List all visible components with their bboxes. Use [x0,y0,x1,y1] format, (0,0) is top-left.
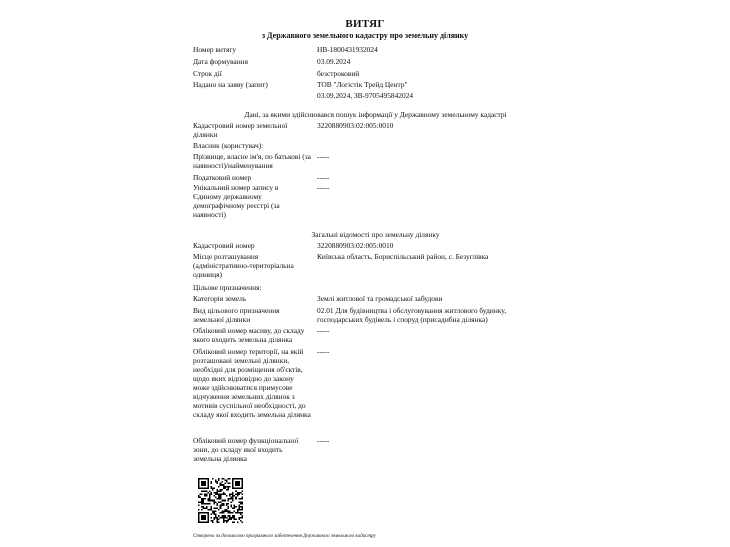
tax-number-value: ----- [317,173,330,182]
location-label: Місце розташування (адміністративно-територіальна одиниця) [193,252,294,279]
request-ref: 03.09.2024, ЗВ-9705495842024 [317,91,414,100]
document-subtitle: з Державного земельного кадастру про земельну ділянку [261,31,469,40]
extract-number-label: Номер витягу [193,45,237,54]
use-type-value: 02.01 Для будівництва і обслуговування житлового будинку, господарських будівель і споруд (присадибна ділянка) [317,306,507,324]
search-section-heading: Дані, за якими здійснювався пошук інформації у Державному земельному кадастрі [244,110,507,119]
request-label: Надано на заяву (запит) [193,80,268,89]
territory-number-label: Обліковий номер території, на якій розташовані земельні ділянки, необхідні для розміщення об'єктів, щодо яких відповідно до закону може здійснюватися примусове відчуження земельних ділянок з мотивів суспільної необхідності, до складу якої входить земельна ділянка [193,347,311,419]
formed-date-label: Дата формування [193,57,248,66]
land-category-value: Землі житлової та громадської забудови [317,294,443,303]
zone-number-value: ----- [317,436,330,445]
owner-label: Власник (користувач): [193,141,264,150]
use-type-label: Вид цільового призначення земельної ділянки [193,306,280,324]
general-section-heading: Загальні відомості про земельну ділянку [311,230,440,239]
owner-name-value: ----- [317,152,330,161]
territory-number-value: ----- [317,347,330,356]
qr-code [198,478,243,523]
location-value: Київська область, Бориспільський район, с. Безуглівка [317,252,489,261]
unique-record-value: ----- [317,183,330,192]
general-cadastral-value: 3220880903:02:005:0010 [317,241,394,250]
document-title: ВИТЯГ [345,18,385,30]
formed-date-value: 03.09.2024 [317,57,351,66]
search-cadastral-value: 3220880903:02:005:0010 [317,121,394,130]
array-number-label: Обліковий номер масиву, до складу якого входить земельна ділянка [193,326,305,344]
extract-number-value: НВ-1800431932024 [317,45,378,54]
tax-number-label: Податковий номер [193,173,252,182]
search-cadastral-label: Кадастровий номер земельної ділянки [193,121,288,139]
zone-number-label: Обліковий номер функціональної зони, до складу якої входить земельна ділянка [193,436,299,463]
validity-value: безстроковий [317,69,360,78]
unique-record-label: Унікальний номер запису в Єдиному державному демографічному реєстрі (за наявності) [193,183,280,219]
general-cadastral-label: Кадастровий номер [193,241,255,250]
array-number-value: ----- [317,326,330,335]
purpose-label: Цільове призначення: [193,283,262,292]
validity-label: Строк дії [193,69,222,78]
land-category-label: Категорія земель [193,294,247,303]
request-org: ТОВ "Логістік Трейд Центр" [317,80,408,89]
footer-note: Створено за допомогою програмного забезпечення Державного земельного кадастру [193,534,376,539]
owner-name-label: Прізвище, власне ім'я, по батькові (за наявності)/найменування [193,152,311,170]
